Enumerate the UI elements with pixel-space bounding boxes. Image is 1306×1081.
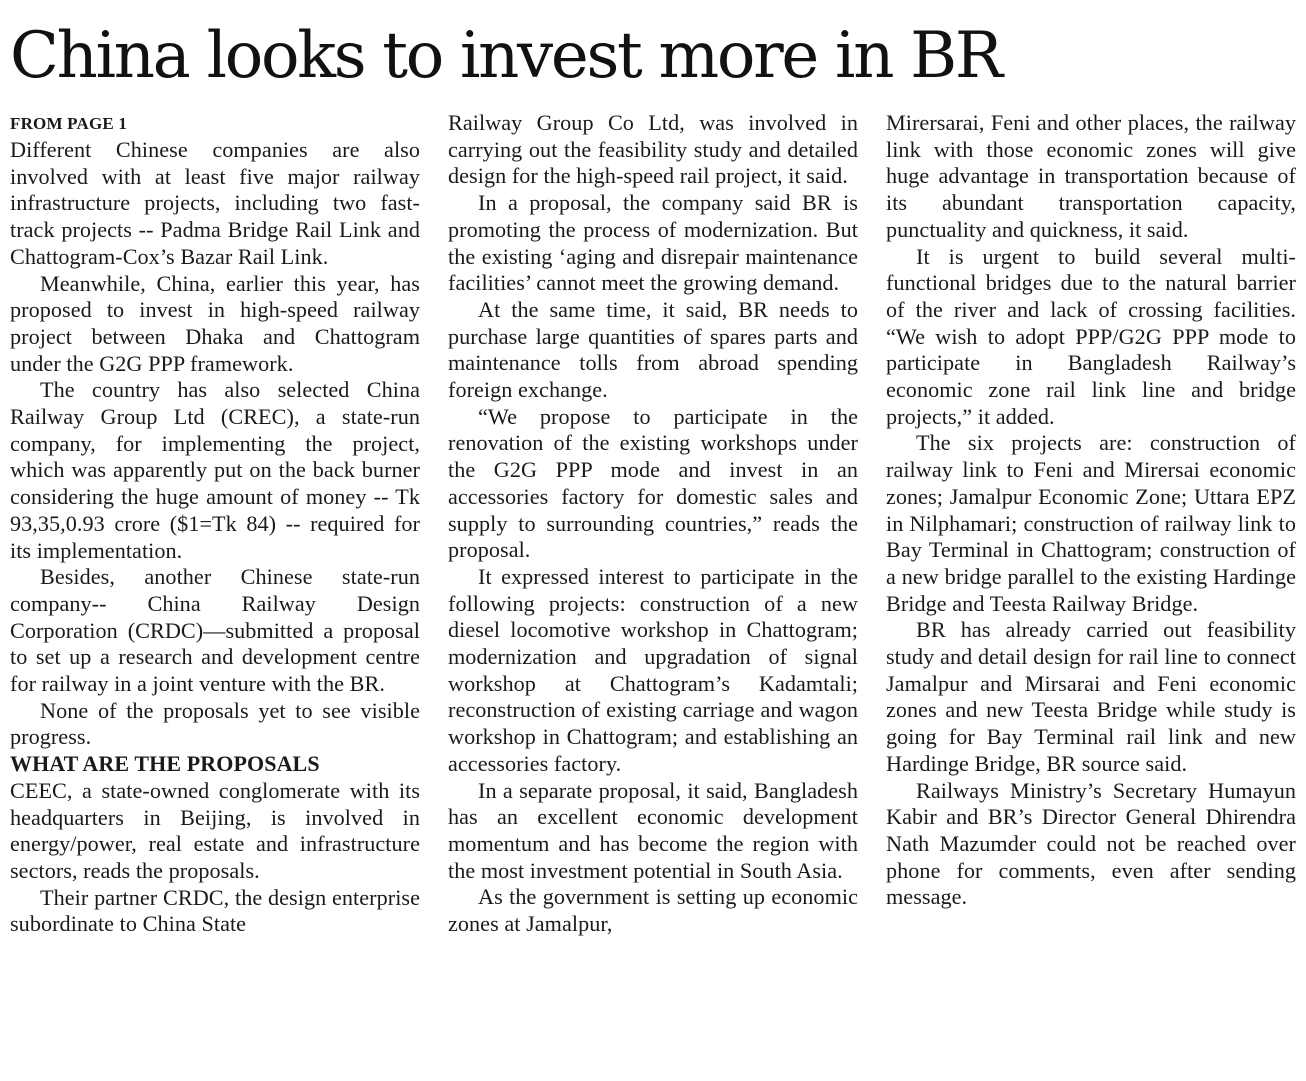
- article-column-3: [886, 110, 1296, 911]
- article-column-1: [10, 110, 420, 938]
- paragraph: Railways Ministry’s Secretary Humayun Kabir and BR’s Director General Dhirendra Nath Mazumder could not be reached over phone for comments, even after sending message.: [886, 777, 1296, 910]
- paragraph: BR has already carried out feasibility study and detail design for rail line to connect Jamalpur and Mirsarai and Feni economic zones and new Teesta Bridge while study is going for Bay Terminal rail link and new Hardinge Bridge, BR source said.: [886, 617, 1296, 776]
- paragraph: It is urgent to build several multi-functional bridges due to the natural barrier of the river and lack of crossing facilities. “We wish to adopt PPP/G2G PPP mode to participate in Bangladesh Railway’s economic zone rail link line and bridge projects,” it added.: [886, 243, 1296, 429]
- paragraph: Mirersarai, Feni and other places, the railway link with those economic zones will give huge advantage in transportation because of its abundant transportation capacity, punctuality and quickness, it said.: [886, 110, 1296, 242]
- paragraph: As the government is setting up economic zones at Jamalpur,: [448, 884, 858, 937]
- section-subhead: WHAT ARE THE PROPOSALS: [10, 751, 320, 777]
- paragraph: In a separate proposal, it said, Bangladesh has an excellent economic development momentum and has become the region with the most investment potential in South Asia.: [448, 777, 858, 883]
- paragraph: CEEC, a state-owned conglomerate with its headquarters in Beijing, is involved in energy/power, real estate and infrastructure sectors, reads the proposals.: [10, 777, 420, 883]
- paragraph: None of the proposals yet to see visible progress.: [10, 697, 420, 750]
- paragraph: “We propose to participate in the renovation of the existing workshops under the G2G PPP mode and invest in an accessories factory for domestic sales and supply to surrounding countries,” reads the proposal.: [448, 403, 858, 563]
- paragraph: Different Chinese companies are also involved with at least five major railway infrastructure projects, including two fast-track projects -- Padma Bridge Rail Link and Chattogram-Cox’s Bazar Rail Link.: [10, 137, 420, 269]
- paragraph: At the same time, it said, BR needs to purchase large quantities of spares parts and maintenance tolls from abroad spending foreign exchange.: [448, 296, 858, 403]
- paragraph: The country has also selected China Railway Group Ltd (CREC), a state-run company, for implementing the project, which was apparently put on the back burner considering the huge amount of money -- Tk 93,35,0.93 crore ($1=Tk 84) -- required for its implementation.: [10, 377, 420, 563]
- from-page-kicker: FROM PAGE 1: [10, 114, 128, 133]
- paragraph: Their partner CRDC, the design enterprise subordinate to China State: [10, 884, 420, 937]
- paragraph: In a proposal, the company said BR is promoting the process of modernization. But the existing ‘aging and disrepair maintenance facilities’ cannot meet the growing demand.: [448, 190, 858, 296]
- paragraph: It expressed interest to participate in the following projects: construction of a new diesel locomotive workshop in Chattogram; modernization and upgradation of signal workshop at Chattogram’s Kadamtali; reconstruction of existing carriage and wagon workshop in Chattogram; and establishing an accessories factory.: [448, 563, 858, 776]
- article-column-2: [448, 110, 858, 938]
- headline: China looks to invest more in BR: [10, 19, 1001, 93]
- paragraph: Railway Group Co Ltd, was involved in carrying out the feasibility study and detailed design for the high-speed rail project, it said.: [448, 110, 858, 189]
- paragraph: The six projects are: construction of railway link to Feni and Mirersai economic zones; Jamalpur Economic Zone; Uttara EPZ in Nilphamari; construction of railway link to Bay Terminal in Chattogram; construction of a new bridge parallel to the existing Hardinge Bridge and Teesta Railway Bridge.: [886, 430, 1296, 616]
- paragraph: Meanwhile, China, earlier this year, has proposed to invest in high-speed railway project between Dhaka and Chattogram under the G2G PPP framework.: [10, 270, 420, 376]
- paragraph: Besides, another Chinese state-run company-- China Railway Design Corporation (CRDC)—submitted a proposal to set up a research and development centre for railway in a joint venture with the BR.: [10, 564, 420, 697]
